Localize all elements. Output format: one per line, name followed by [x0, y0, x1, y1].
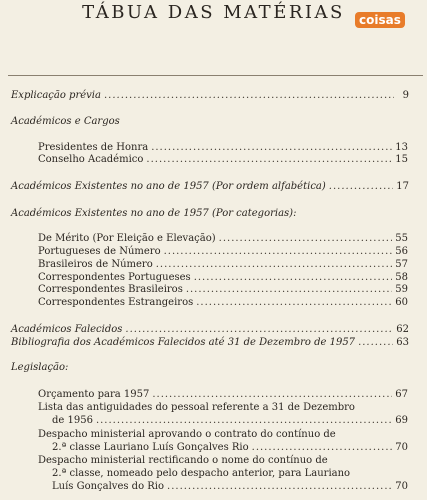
toc-entry[interactable]: Correspondentes Portugueses ..... 58: [38, 272, 408, 284]
dot-leader: [358, 337, 393, 349]
toc-entry-line: Lista das antiguidades do pessoal referente a 31 de Dezembro: [38, 402, 355, 413]
toc-entry[interactable]: Orçamento para 1957 ..... 67: [38, 389, 408, 401]
dot-leader: [156, 259, 393, 271]
toc-entry[interactable]: Correspondentes Brasileiros ..... 59: [38, 284, 408, 296]
toc-entry[interactable]: Luís Gonçalves do Rio ..... 70: [52, 481, 408, 493]
section-heading: Académicos Existentes no ano de 1957 (Por categorias):: [11, 208, 297, 219]
dot-leader: [104, 90, 394, 102]
toc-entry-line: Despacho ministerial rectificando o nome do contínuo de: [38, 455, 328, 466]
dot-leader: [152, 389, 392, 401]
dot-leader: [196, 297, 392, 309]
dot-leader: [96, 415, 392, 427]
page-title: TÁBUA DAS MATÉRIAS: [82, 2, 345, 23]
dot-leader: [164, 246, 393, 258]
toc-entry[interactable]: Explicação prévia ..... 9: [11, 90, 409, 102]
dot-leader: [219, 233, 393, 245]
toc-entry[interactable]: de 1956 ..... 69: [52, 415, 408, 427]
top-rule: [8, 75, 423, 76]
toc-entry-line: Despacho ministerial aprovando o contrato do contínuo de: [38, 429, 336, 440]
toc-entry[interactable]: Académicos Existentes no ano de 1957 (Por ordem alfabética) ..... 17: [11, 181, 409, 193]
section-heading: Académicos e Cargos: [11, 116, 120, 127]
dot-leader: [329, 181, 393, 193]
dot-leader: [146, 154, 392, 166]
toc-entry[interactable]: 2.ª classe Lauriano Luís Gonçalves Rio ..... 70: [52, 442, 408, 454]
dot-leader: [252, 442, 393, 454]
watermark-badge: coisas: [355, 12, 405, 28]
dot-leader: [125, 324, 393, 336]
dot-leader: [186, 284, 392, 296]
dot-leader: [167, 481, 392, 493]
toc-entry[interactable]: Académicos Falecidos ..... 62: [11, 324, 409, 336]
toc-entry-line: 2.ª classe, nomeado pelo despacho anterior, para Lauriano: [52, 468, 351, 479]
toc-entry[interactable]: Presidentes de Honra ..... 13: [38, 142, 408, 154]
toc-entry[interactable]: Correspondentes Estrangeiros ..... 60: [38, 297, 408, 309]
toc-entry[interactable]: Portugueses de Número ..... 56: [38, 246, 408, 258]
dot-leader: [194, 272, 393, 284]
dot-leader: [151, 142, 392, 154]
toc-entry[interactable]: Bibliografia dos Académicos Falecidos até 31 de Dezembro de 1957 ..... 63: [11, 337, 409, 349]
toc-entry[interactable]: Conselho Académico ..... 15: [38, 154, 408, 166]
section-heading: Legislação:: [11, 362, 69, 373]
toc-entry[interactable]: De Mérito (Por Eleição e Elevação) ..... 55: [38, 233, 408, 245]
toc-entry[interactable]: Brasileiros de Número ..... 57: [38, 259, 408, 271]
